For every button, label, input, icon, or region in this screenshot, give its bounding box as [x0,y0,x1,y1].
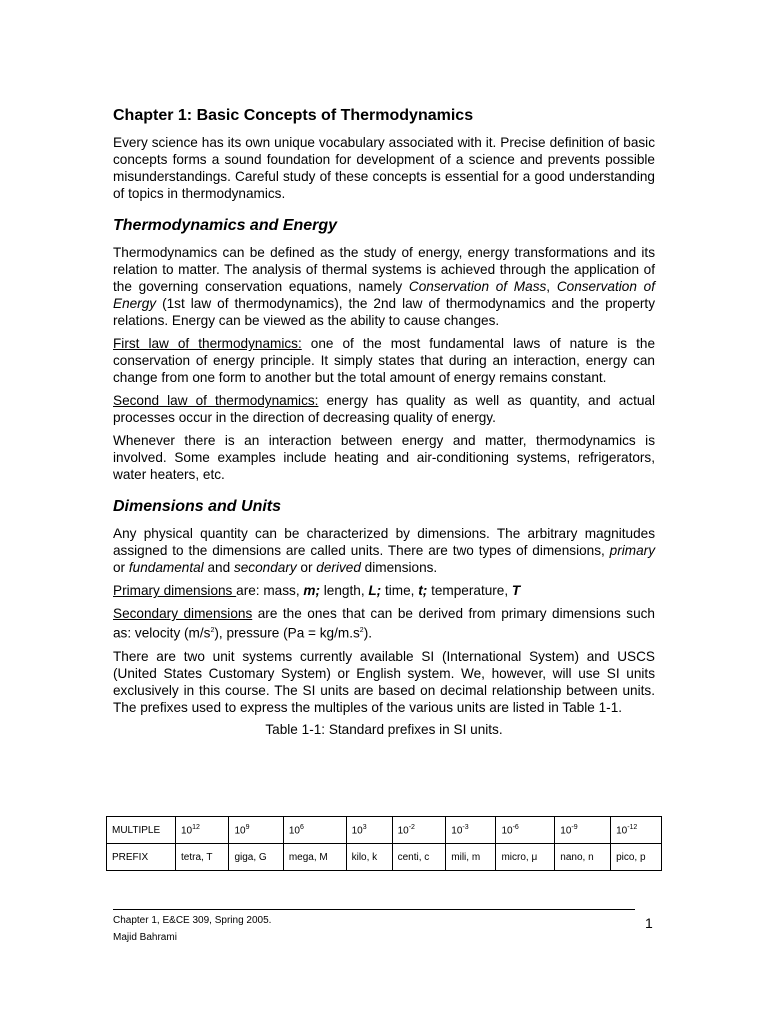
intro-paragraph: Every science has its own unique vocabulary associated with it. Precise definition of basic concepts forms a sound foundation for development of a science and prevents possible misunderstandings. Careful study of these concepts is essential for a good understanding of topics in thermodynamics. [113,135,655,201]
footer [113,912,271,946]
prefix-cell: kilo, k [346,844,392,871]
primary-dimensions-label: Primary dimensions [113,583,237,598]
multiple-cell: $10^6$ [283,817,346,844]
primary-dimensions-paragraph [113,582,655,599]
derived-term: derived [316,560,361,575]
second-law-label: Second law of thermodynamics: [113,393,319,408]
primary-term: primary [609,543,655,558]
row-header-prefix: PREFIX [107,844,176,871]
conservation-of-energy-term: Conservation of Energy [113,279,655,311]
fundamental-term: fundamental [128,560,204,575]
second-law-text: energy has quality as well as quantity, and actual processes occur in the direction of decreasing quality of energy. [113,393,656,425]
prefix-cell: centi, c [392,844,446,871]
time-symbol: t; [418,583,428,598]
prefix-cell: micro, μ [496,844,555,871]
row-header-multiple: MULTIPLE [107,817,176,844]
multiple-cell: $10^{-2}$ [392,817,446,844]
dimensions-paragraph [113,525,655,576]
multiple-cell: $10^{-3}$ [446,817,496,844]
text: temperature, [427,583,512,598]
mass-symbol: m; [303,583,320,598]
text: are: mass, [236,583,304,598]
text: or [113,560,129,575]
table-row-multiple [107,817,662,844]
text: ), pressure (Pa = kg/m.s [214,625,360,641]
text: (1st law of thermodynamics), the 2nd law of thermodynamics and the property relations. Energy can be viewed as the ability to cause changes. [113,296,655,328]
text: time, [381,583,419,598]
si-prefix-table [106,816,662,871]
superscript: 2 [359,627,364,634]
first-law-label: First law of thermodynamics: [113,336,302,351]
multiple-cell: $10^3$ [346,817,392,844]
section-heading-thermodynamics-energy: Thermodynamics and Energy [113,217,338,234]
prefix-cell: mili, m [446,844,496,871]
conservation-of-mass-term: Conservation of Mass [408,279,547,294]
document-page [113,100,655,745]
text: , [546,279,557,294]
text: are the ones that can be derived from primary dimensions such as: velocity (m/s [113,606,655,641]
first-law-text: one of the most fundamental laws of nature is the conservation of energy principle. It simply states that during an interaction, energy can change from one form to another but the total amount of energy remains constant. [113,336,655,385]
footer-author: Majid Bahrami [113,932,177,943]
prefix-cell: nano, n [555,844,611,871]
multiple-cell: $10^{-6}$ [496,817,555,844]
chapter-title: Chapter 1: Basic Concepts of Thermodynamics [113,107,474,124]
thermodynamics-definition-paragraph [113,244,655,329]
multiple-cell: $10^{-12}$ [611,817,662,844]
prefix-cell: tetra, T [176,844,229,871]
multiple-cell: $10^{12}$ [176,817,229,844]
footer-rule [113,909,635,910]
text: length, [320,583,369,598]
multiple-cell: $10^9$ [229,817,283,844]
prefix-cell: giga, G [229,844,283,871]
second-law-paragraph [113,392,655,426]
prefix-cell: mega, M [283,844,346,871]
multiple-cell: $10^{-9}$ [555,817,611,844]
text: and [203,560,234,575]
text: ). [363,625,373,641]
table-caption: Table 1-1: Standard prefixes in SI units. [265,721,503,737]
first-law-paragraph [113,335,655,386]
secondary-term: secondary [233,560,297,575]
text: or [296,560,317,575]
text: Thermodynamics can be defined as the study of energy, energy transformations and its relation to matter. The analysis of thermal systems is achieved through the application of the governing conservation equations, namely [113,245,655,294]
superscript: 2 [210,627,215,634]
footer-course: Chapter 1, E&CE 309, Spring 2005. [113,915,272,926]
length-symbol: L; [368,583,382,598]
secondary-dimensions-paragraph [113,605,655,642]
prefix-cell: pico, p [611,844,662,871]
table-row-prefix [107,844,662,871]
text: dimensions. [360,560,438,575]
page-number: 1 [645,915,653,931]
section-heading-dimensions-units: Dimensions and Units [113,498,282,515]
text: Any physical quantity can be characterized by dimensions. The arbitrary magnitudes assigned to the dimensions are called units. There are two types of dimensions, [113,526,655,558]
temperature-symbol: T [511,583,521,598]
secondary-dimensions-label: Secondary dimensions [113,606,253,621]
unit-systems-paragraph: There are two unit systems currently available SI (International System) and USCS (United States Customary System) or English system. We, however, will use SI units exclusively in this course. The SI units are based on decimal relationship between units. The prefixes used to express the multiples of the various units are listed in Table 1-1. [113,648,655,715]
examples-paragraph: Whenever there is an interaction between energy and matter, thermodynamics is involved. Some examples include heating and air-conditioning systems, refrigerators, water heaters, etc. [113,433,655,482]
